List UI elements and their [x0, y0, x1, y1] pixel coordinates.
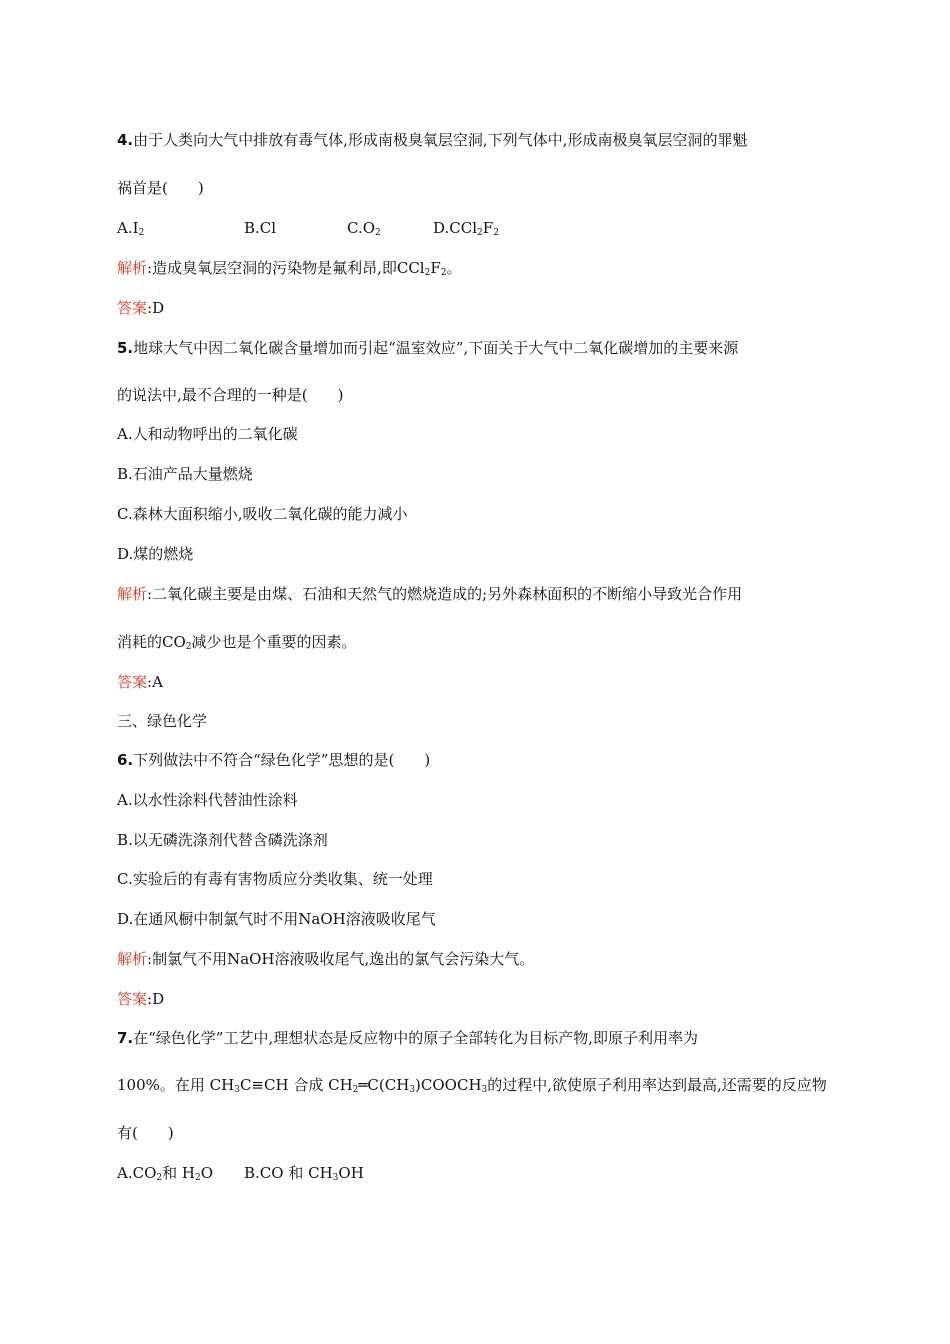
q7-stem-line3: 有( ): [117, 1124, 174, 1142]
q4-option-d: $D.CCl_2F_2$: [433, 219, 499, 238]
q5-analysis-line1: 解析:二氧化碳主要是由煤、石油和天然气的燃烧造成的;另外森林面积的不断缩小导致光合作用: [117, 585, 743, 603]
q5-option-c: C.森林大面积缩小,吸收二氧化碳的能力减小: [117, 505, 408, 523]
section-heading-green-chemistry: 三、绿色化学: [117, 712, 208, 730]
q6-answer-value: :D: [147, 990, 165, 1008]
q4-analysis-label: 解析: [117, 259, 148, 277]
q4-answer: [117, 298, 164, 318]
q5-answer: [117, 672, 163, 692]
q4-number: 4.: [117, 131, 134, 149]
q6-option-c: C.实验后的有毒有害物质应分类收集、统一处理: [117, 870, 433, 888]
q5-number: 5.: [117, 339, 134, 357]
q7-option-a: $A.CO_2$和 $H_2O$: [117, 1164, 214, 1183]
q6-stem: 6.下列做法中不符合“绿色化学”思想的是( ): [117, 751, 431, 769]
q4-option-c: $C.O_2$: [347, 219, 381, 238]
q4-analysis: 解析:造成臭氧层空洞的污染物是氟利昂,即$CCl_2F_2$。: [117, 259, 462, 278]
q4-stem-line2: 祸首是( ): [117, 179, 204, 197]
q6-analysis-label: 解析: [117, 950, 148, 968]
q5-option-d: D.煤的燃烧: [117, 545, 194, 563]
q5-analysis-line2: 消耗的$CO_2$减少也是个重要的因素。: [117, 633, 357, 652]
q6-number: 6.: [117, 751, 134, 769]
q7-stem-line2: 100%。在用 $CH_3C\equiv CH$ 合成 $CH_2═C(CH_3)COOCH_3$的过程中,欲使原子利用率达到最高,还需要的反应物: [117, 1076, 827, 1095]
q4-stem-text1: 由于人类向大气中排放有毒气体,形成南极臭氧层空洞,下列气体中,形成南极臭氧层空洞的罪魁: [133, 131, 748, 149]
q4-stem-line1: [117, 130, 747, 150]
q7-stem-line1: 7.在“绿色化学”工艺中,理想状态是反应物中的原子全部转化为目标产物,即原子利用率为: [117, 1029, 699, 1047]
q7-number: 7.: [117, 1029, 134, 1047]
q4-answer-label: 答案: [117, 299, 148, 317]
q4-option-a: $A.I_2$: [117, 219, 145, 238]
q5-answer-value: :A: [147, 673, 163, 691]
q6-answer-label: 答案: [117, 990, 148, 1008]
q5-stem-line1: 5.地球大气中因二氧化碳含量增加而引起“温室效应”,下面关于大气中二氧化碳增加的主要来源: [117, 339, 739, 357]
q6-option-b: B.以无磷洗涤剂代替含磷洗涤剂: [117, 831, 328, 849]
q4-answer-value: :D: [147, 299, 165, 317]
q5-option-b: B.石油产品大量燃烧: [117, 465, 253, 483]
q5-stem-line2: 的说法中,最不合理的一种是( ): [117, 386, 344, 404]
q6-answer: [117, 989, 164, 1009]
q6-option-a: A.以水性涂料代替油性涂料: [117, 791, 298, 809]
q5-analysis-label: 解析: [117, 585, 148, 603]
q5-answer-label: 答案: [117, 673, 148, 691]
q7-option-b: B.CO 和 $CH_3OH$: [244, 1164, 364, 1183]
q4-option-b: B.Cl: [244, 219, 277, 237]
q6-analysis: 解析:制氯气不用NaOH溶液吸收尾气,逸出的氯气会污染大气。: [117, 950, 535, 968]
q6-option-d: D.在通风橱中制氯气时不用NaOH溶液吸收尾气: [117, 910, 436, 928]
q5-option-a: A.人和动物呼出的二氧化碳: [117, 425, 298, 443]
